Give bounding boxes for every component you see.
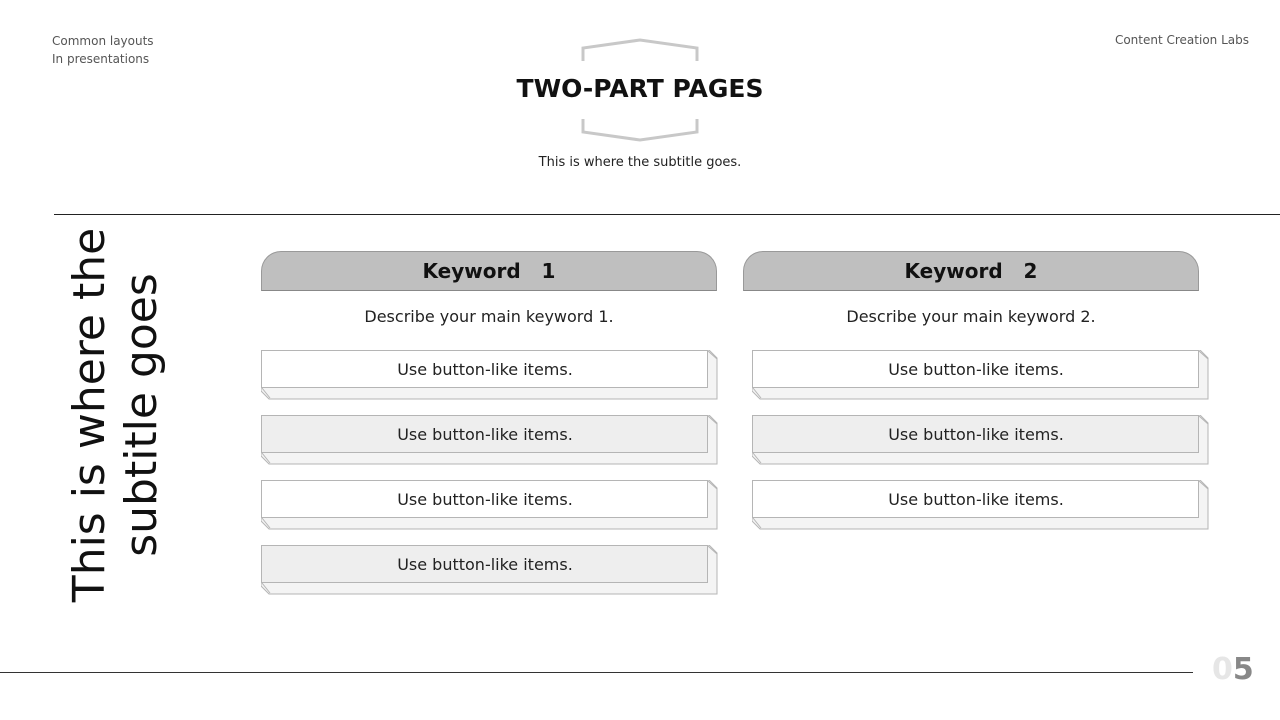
vertical-subtitle-line-1: This is where the	[64, 227, 115, 603]
page-number	[1212, 652, 1254, 687]
button-like-item-label: Use button-like items.	[888, 359, 1064, 379]
button-like-item[interactable]	[752, 415, 1210, 465]
button-like-item-label: Use button-like items.	[397, 424, 573, 444]
button-like-item[interactable]	[752, 480, 1210, 530]
keyword-column-2	[743, 251, 1213, 545]
bottom-divider	[0, 672, 1193, 673]
corner-label-line-1: Common layouts	[52, 34, 154, 48]
keyword-header: Keyword 2	[743, 251, 1199, 291]
vertical-subtitle	[16, 227, 216, 603]
vertical-subtitle-line-2: subtitle goes	[116, 273, 167, 557]
button-like-item-label: Use button-like items.	[397, 359, 573, 379]
button-like-item-label: Use button-like items.	[397, 554, 573, 574]
button-like-item[interactable]	[752, 350, 1210, 400]
button-like-item[interactable]	[261, 415, 719, 465]
corner-label-right: Content Creation Labs	[1114, 33, 1249, 47]
title-bracket-bottom-icon	[580, 118, 700, 142]
keyword-column-1	[261, 251, 731, 610]
button-like-item[interactable]	[261, 350, 719, 400]
button-like-item[interactable]	[261, 545, 719, 595]
page-number-digit: 5	[1232, 652, 1254, 687]
corner-label-line-2: In presentations	[52, 52, 150, 66]
button-like-item-label: Use button-like items.	[888, 424, 1064, 444]
button-list	[261, 350, 731, 595]
page-title: TWO-PART PAGES	[516, 74, 764, 103]
keyword-description: Describe your main keyword 2.	[846, 307, 1096, 326]
page-subtitle: This is where the subtitle goes.	[538, 155, 742, 170]
button-like-item[interactable]	[261, 480, 719, 530]
button-like-item-label: Use button-like items.	[397, 489, 573, 509]
keyword-description: Describe your main keyword 1.	[364, 307, 614, 326]
title-bracket-top-icon	[580, 38, 700, 62]
page-number-ghost: 0	[1212, 652, 1233, 687]
top-divider	[54, 214, 1280, 215]
button-list	[752, 350, 1213, 530]
corner-label-left	[52, 32, 154, 68]
keyword-header: Keyword 1	[261, 251, 717, 291]
button-like-item-label: Use button-like items.	[888, 489, 1064, 509]
